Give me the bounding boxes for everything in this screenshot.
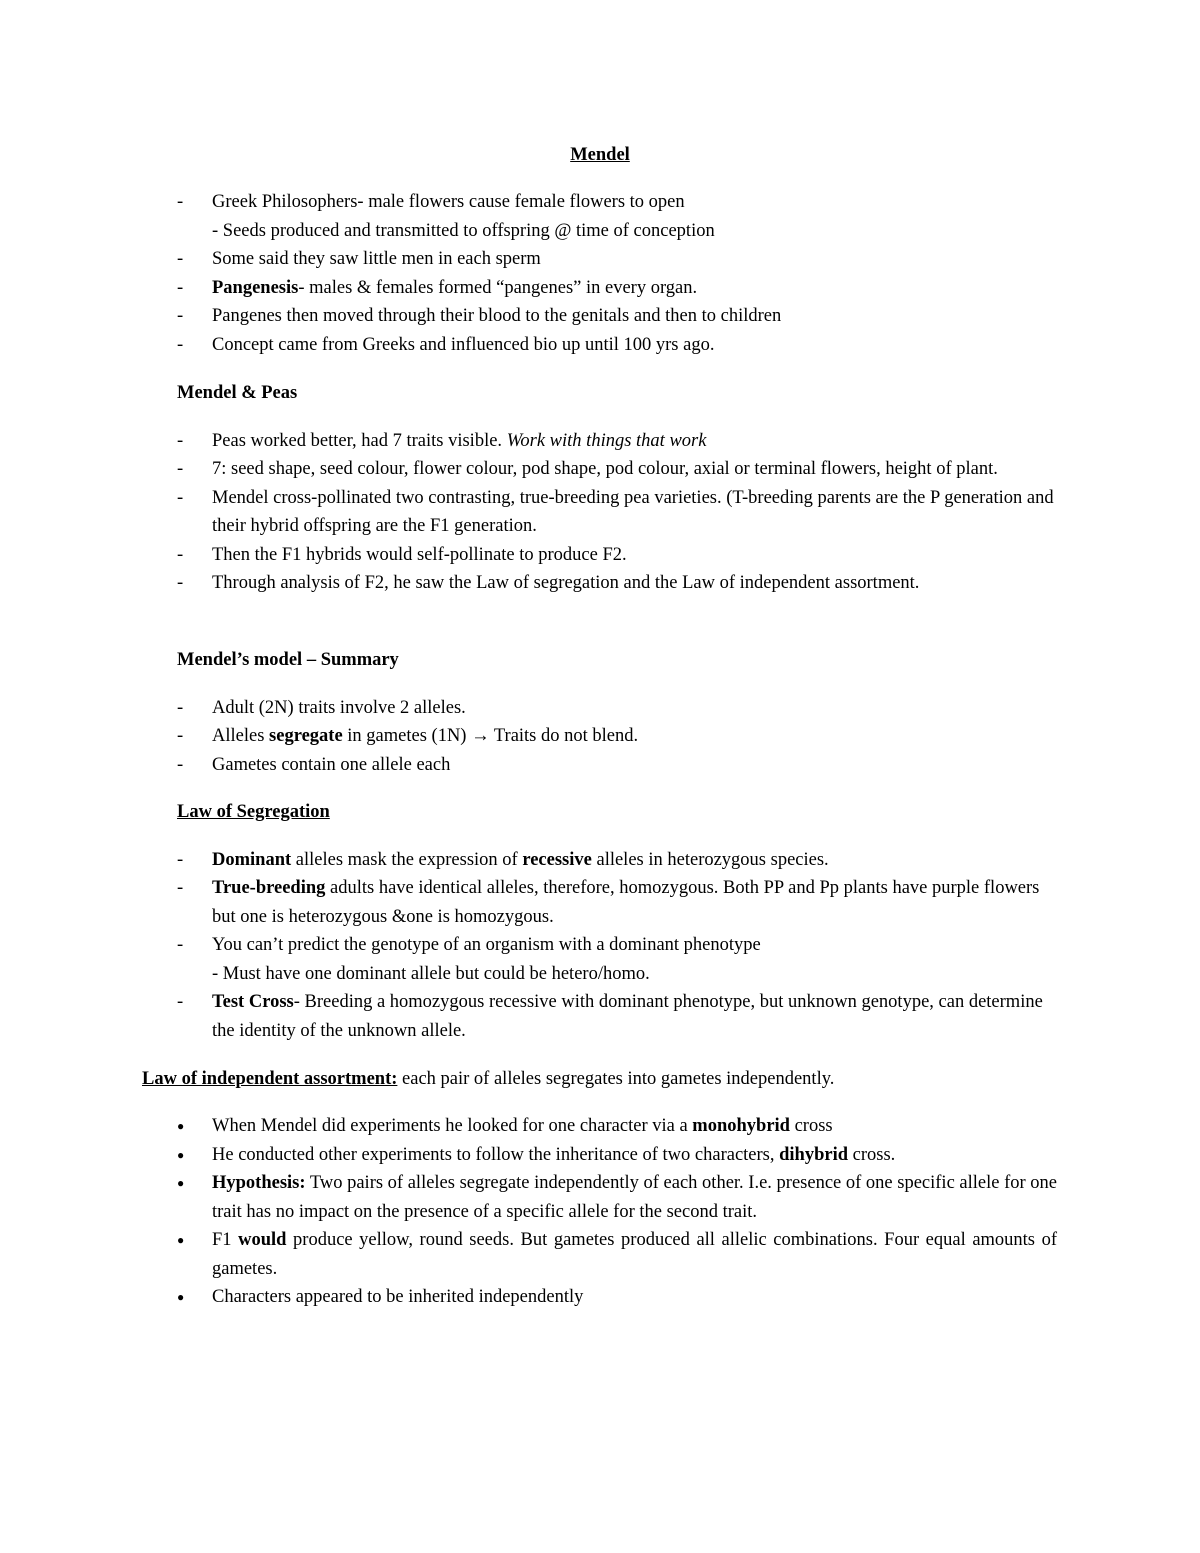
page-title: Mendel	[570, 145, 630, 165]
list-item: ● Hypothesis: Two pairs of alleles segregate independently of each other. I.e. presence of one specific allele for one trait has no impact on the presence of a specific allele for the second trait.	[177, 1169, 1057, 1226]
list-item: - Greek Philosophers- male flowers cause female flowers to open - Seeds produced and transmitted to offspring @ time of conception	[177, 192, 715, 241]
bullet-icon: ●	[177, 1176, 185, 1190]
list-item: - Alleles segregate in gametes (1N) → Traits do not blend.	[177, 726, 639, 746]
list-item: - Pangenesis- males & females formed “pangenes” in every organ.	[177, 277, 698, 298]
peas-section	[177, 379, 1067, 598]
section-heading: Law of Segregation	[177, 802, 330, 822]
peas-list	[177, 427, 1067, 598]
section-heading: Law of independent assortment:	[142, 1069, 398, 1089]
bullet-icon: ●	[177, 1119, 185, 1133]
list-item: - Concept came from Greeks and influenced bio up until 100 yrs ago.	[177, 334, 715, 355]
bullet-icon: ●	[177, 1147, 185, 1162]
list-item: - Peas worked better, had 7 traits visible. Work with things that work	[177, 430, 707, 451]
list-item: - Adult (2N) traits involve 2 alleles.	[177, 697, 466, 718]
intro-list	[177, 188, 1067, 359]
list-item: ● He conducted other experiments to follow the inheritance of two characters, dihybrid cross.	[177, 1141, 1057, 1170]
independent-heading-line	[142, 1065, 1067, 1094]
list-item: - Pangenes then moved through their blood to the genitals and then to children	[177, 306, 782, 326]
arrow-icon: →	[471, 726, 490, 746]
section-description: each pair of alleles segregates into gametes independently.	[397, 1069, 835, 1089]
list-item: ● When Mendel did experiments he looked for one character via a monohybrid cross	[177, 1112, 1057, 1141]
list-item: ● F1 would produce yellow, round seeds. But gametes produced all allelic combinations. Four equal amounts of gametes.	[177, 1226, 1057, 1283]
list-item: - 7: seed shape, seed colour, flower colour, pod shape, pod colour, axial or terminal flowers, height of plant.	[177, 459, 998, 479]
section-heading: Mendel’s model – Summary	[177, 650, 399, 670]
segregation-list	[177, 846, 1067, 1046]
list-item: - Gametes contain one allele each	[177, 754, 451, 775]
list-item: - Mendel cross-pollinated two contrasting, true-breeding pea varieties. (T-breeding parents are the P generation and their hybrid offspring are the F1 generation.	[177, 487, 1054, 536]
bullet-icon: ●	[177, 1233, 185, 1247]
list-item: - Test Cross- Breeding a homozygous recessive with dominant phenotype, but unknown genotype, can determine the identity of the unknown allele.	[177, 992, 1043, 1041]
list-item: - Through analysis of F2, he saw the Law of segregation and the Law of independent assortment.	[177, 573, 920, 593]
model-section	[177, 646, 1067, 779]
intro-section	[177, 188, 1067, 359]
section-heading: Mendel & Peas	[177, 383, 298, 403]
independent-list	[177, 1112, 1057, 1312]
list-item: ● Characters appeared to be inherited independently	[177, 1283, 1057, 1312]
model-list	[177, 694, 1067, 780]
list-item: - Some said they saw little men in each sperm	[177, 249, 541, 269]
list-item: - You can’t predict the genotype of an organism with a dominant phenotype - Must have one dominant allele but could be hetero/homo.	[177, 935, 761, 984]
bullet-icon: ●	[177, 1290, 185, 1304]
independent-section	[177, 1112, 1057, 1312]
segregation-section	[177, 798, 1067, 1045]
list-item: - Then the F1 hybrids would self-pollinate to produce F2.	[177, 544, 627, 565]
list-item: - True-breeding adults have identical alleles, therefore, homozygous. Both PP and Pp plants have purple flowers but one is heterozygous &one is homozygous.	[177, 878, 1040, 927]
list-item: - Dominant alleles mask the expression of recessive alleles in heterozygous species.	[177, 849, 829, 870]
